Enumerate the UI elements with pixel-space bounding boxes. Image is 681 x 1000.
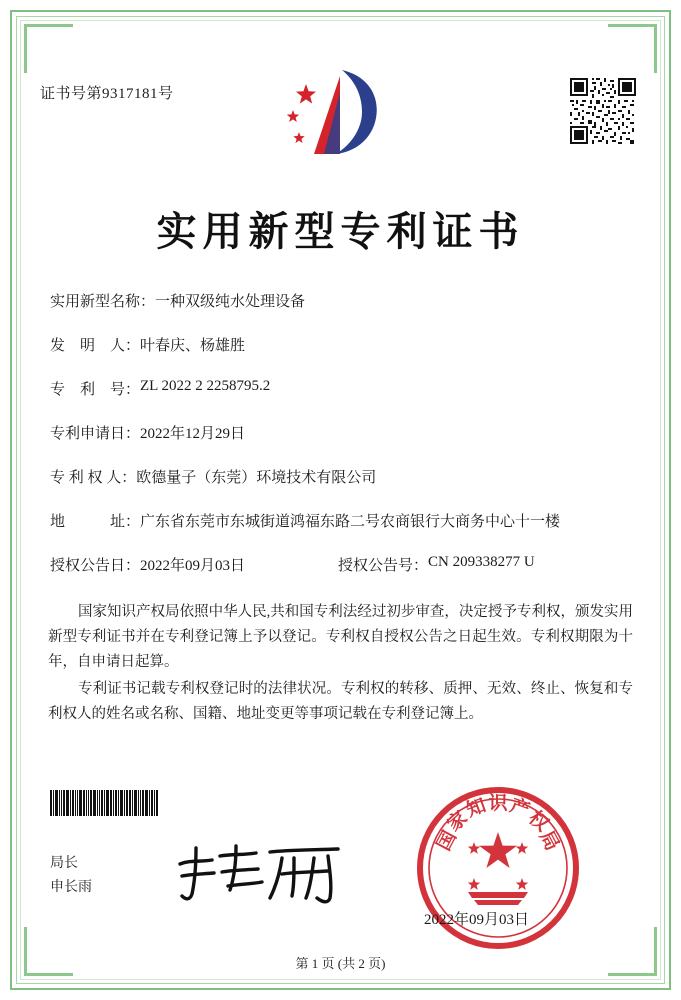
- field-label: 专利申请日：: [50, 426, 141, 442]
- field-label: 专 利 号：: [50, 382, 141, 398]
- certificate-fields: [50, 290, 635, 598]
- grant-number-label: 授权公告号：: [338, 558, 429, 574]
- barcode: [50, 790, 182, 816]
- field-row-inventors: [50, 334, 635, 378]
- field-row-patent-number: [50, 378, 635, 422]
- seal-date: 2022年09月03日: [424, 912, 530, 928]
- svg-text:知: 知: [463, 794, 489, 822]
- director-name: 申长雨: [50, 880, 92, 895]
- field-value: ZL 2022 2 2258795.2: [140, 378, 271, 394]
- legal-paragraph-2: 专利证书记载专利权登记时的法律状况。专利权的转移、质押、无效、终止、恢复和专利权人的姓名或名称、国籍、地址变更等事项记载在专利登记簿上。: [48, 681, 633, 722]
- legal-paragraph-1: 国家知识产权局依照中华人民,共和国专利法经过初步审查，决定授予专利权，颁发实用新型专利证书并在专利登记簿上予以登记。专利权自授权公告之日起生效。专利权期限为十年，自申请日起算。: [48, 604, 633, 670]
- field-label: 发 明 人：: [50, 338, 141, 354]
- page-footer: 第 1 页 (共 2 页): [295, 956, 386, 971]
- field-label: 实用新型名称：: [50, 294, 156, 310]
- svg-text:产: 产: [507, 794, 533, 822]
- signature-block: [50, 852, 92, 900]
- field-row-grant-announcement: [50, 554, 635, 598]
- cnipa-logo-icon: [280, 62, 400, 167]
- field-label: 专 利 权 人：: [50, 470, 137, 486]
- field-row-application-date: [50, 422, 635, 466]
- handwritten-signature: [170, 838, 360, 908]
- grant-date-value: 2022年09月03日: [140, 558, 246, 574]
- svg-text:识: 识: [488, 792, 508, 814]
- field-label: 地 址：: [50, 514, 141, 530]
- page-title: 实用新型专利证书: [156, 208, 525, 255]
- grant-number-value: CN 209338277 U: [428, 554, 535, 570]
- qr-code-icon: [570, 78, 636, 144]
- field-row-patentee: [50, 466, 635, 510]
- director-label: 局长: [50, 856, 78, 871]
- field-value: 欧德量子（东莞）环境技术有限公司: [136, 470, 377, 486]
- svg-text:国: 国: [432, 827, 461, 855]
- field-value: 叶春庆、杨雄胜: [140, 338, 246, 354]
- certificate-number: 证书号第9317181号: [40, 86, 174, 102]
- field-value: 2022年12月29日: [140, 426, 246, 442]
- field-value: 一种双级纯水处理设备: [155, 294, 306, 310]
- svg-text:局: 局: [535, 827, 564, 855]
- legal-text: [48, 600, 633, 729]
- grant-date-label: 授权公告日：: [50, 558, 141, 574]
- field-row-address: [50, 510, 635, 554]
- svg-text:权: 权: [524, 806, 554, 836]
- field-row-invention-name: [50, 290, 635, 334]
- svg-text:家: 家: [442, 806, 472, 836]
- field-value: 广东省东莞市东城街道鸿福东路二号农商银行大商务中心十一楼: [140, 514, 561, 530]
